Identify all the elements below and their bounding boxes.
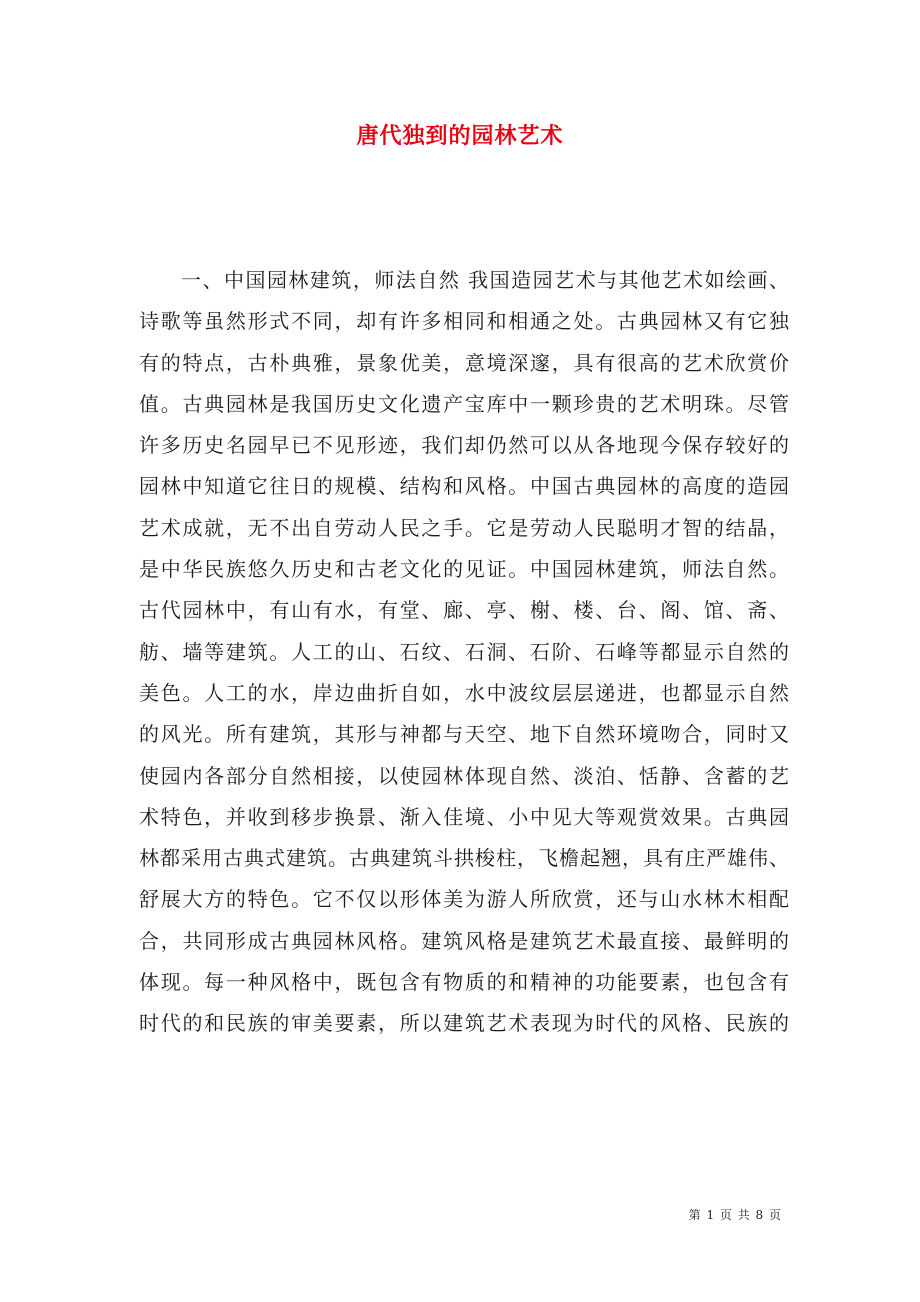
text-line: 一、中国园林建筑，师法自然 我国造园艺术与其他艺术如绘画、 [181, 268, 789, 292]
text-line: 合，共同形成古典园林风格。建筑风格是建筑艺术最直接、最鲜明的 [139, 928, 789, 953]
text-line: 时代的和民族的审美要素，所以建筑艺术表现为时代的风格、民族的 [139, 1011, 789, 1036]
body-paragraph [139, 260, 789, 1045]
text-line: 的风光。所有建筑，其形与神都与天空、地下自然环境吻合，同时又 [139, 722, 789, 747]
text-line: 林都采用古典式建筑。古典建筑斗拱梭柱，飞檐起翘，具有庄严雄伟、 [139, 846, 789, 871]
text-line: 使园内各部分自然相接，以使园林体现自然、淡泊、恬静、含蓄的艺 [139, 763, 789, 788]
text-line: 诗歌等虽然形式不同，却有许多相同和相通之处。古典园林又有它独 [139, 309, 789, 334]
text-line: 有的特点，古朴典雅，景象优美，意境深邃，具有很高的艺术欣赏价 [139, 350, 789, 375]
text-line: 值。古典园林是我国历史文化遗产宝库中一颗珍贵的艺术明珠。尽管 [139, 391, 789, 416]
text-line: 术特色，并收到移步换景、渐入佳境、小中见大等观赏效果。古典园 [139, 804, 789, 829]
text-line: 美色。人工的水，岸边曲折自如，水中波纹层层递进，也都显示自然 [139, 680, 789, 705]
text-line: 体现。每一种风格中，既包含有物质的和精神的功能要素，也包含有 [139, 970, 789, 995]
page-number: 第 1 页 共 8 页 [688, 1208, 782, 1222]
text-line: 是中华民族悠久历史和古老文化的见证。中国园林建筑，师法自然。 [139, 557, 789, 582]
text-line: 舫、墙等建筑。人工的山、石纹、石洞、石阶、石峰等都显示自然的 [139, 639, 789, 664]
text-line: 舒展大方的特色。它不仅以形体美为游人所欣赏，还与山水林木相配 [139, 887, 789, 912]
text-line: 古代园林中，有山有水，有堂、廊、亭、榭、楼、台、阁、馆、斋、 [139, 598, 789, 623]
document-title: 唐代独到的园林艺术 [356, 123, 564, 149]
text-line: 园林中知道它往日的规模、结构和风格。中国古典园林的高度的造园 [139, 474, 789, 499]
text-line: 艺术成就，无不出自劳动人民之手。它是劳动人民聪明才智的结晶， [139, 515, 789, 540]
text-line: 许多历史名园早已不见形迹，我们却仍然可以从各地现今保存较好的 [139, 433, 789, 458]
